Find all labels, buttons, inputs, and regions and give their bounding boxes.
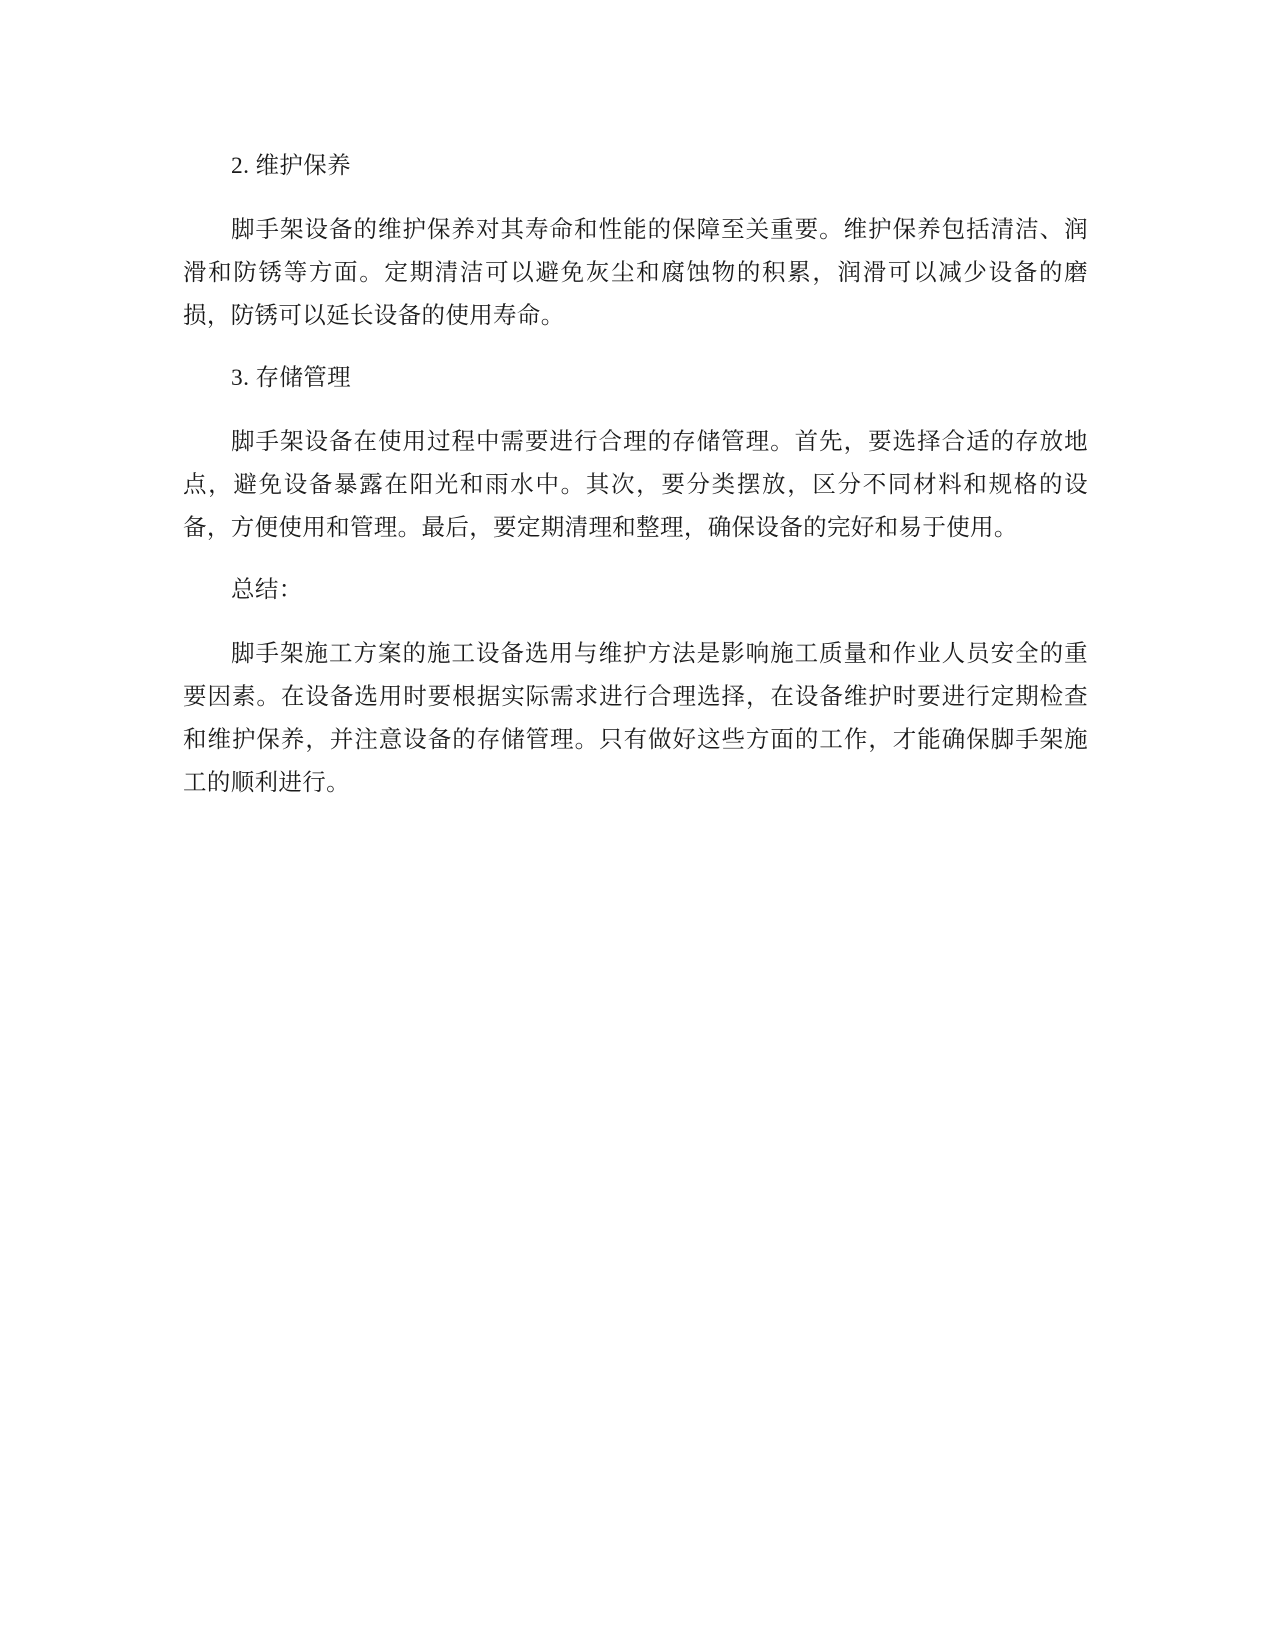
section-paragraph-summary: 脚手架施工方案的施工设备选用与维护方法是影响施工质量和作业人员安全的重要因素。在设备选用时要根据实际需求进行合理选择，在设备维护时要进行定期检查和维护保养，并注意设备的存储管理。只有做好这些方面的工作，才能确保脚手架施工的顺利进行。 [183,641,1088,796]
spacer [183,400,1088,421]
section-heading-maintenance: 2. 维护保养 [231,153,351,179]
section-heading-storage: 3. 存储管理 [231,365,351,391]
section-heading-summary: 总结： [231,577,303,603]
section-paragraph-maintenance: 脚手架设备的维护保养对其寿命和性能的保障至关重要。维护保养包括清洁、润滑和防锈等方面。定期清洁可以避免灰尘和腐蚀物的积累，润滑可以减少设备的磨损，防锈可以延长设备的使用寿命。 [183,217,1088,329]
spacer [183,188,1088,209]
document-body [183,145,1088,805]
spacer [183,338,1088,357]
spacer [183,612,1088,633]
section-paragraph-storage: 脚手架设备在使用过程中需要进行合理的存储管理。首先，要选择合适的存放地点，避免设备暴露在阳光和雨水中。其次，要分类摆放，区分不同材料和规格的设备，方便使用和管理。最后，要定期清理和整理，确保设备的完好和易于使用。 [183,429,1088,541]
spacer [183,550,1088,569]
